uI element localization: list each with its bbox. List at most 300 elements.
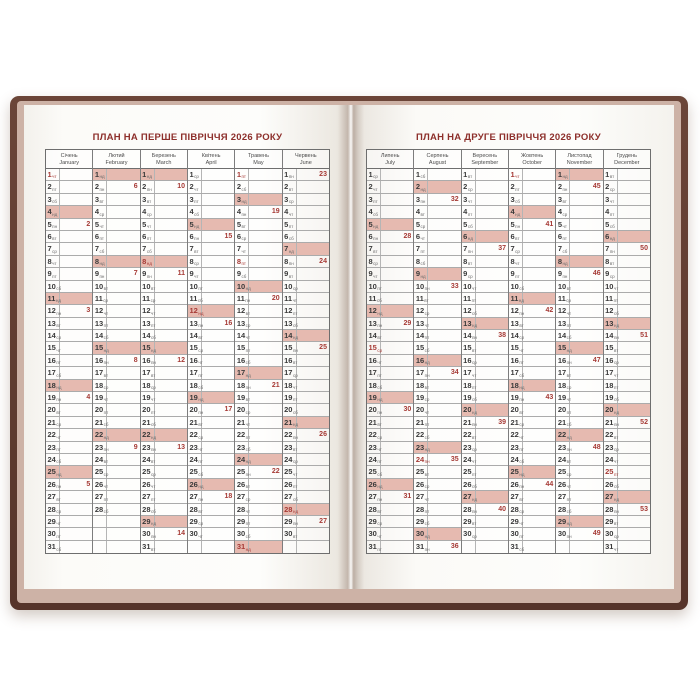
weekday-abbr: чт	[424, 323, 430, 329]
month-header-july	[367, 150, 413, 169]
weekday-abbr: нд	[292, 508, 299, 514]
day-number: 3	[463, 194, 468, 204]
day-number: 18	[47, 380, 56, 390]
day-cell-august-23	[414, 442, 460, 454]
month-column-june	[282, 150, 329, 553]
day-cell-september-4	[462, 206, 508, 218]
weekday-abbr: пн	[377, 409, 383, 415]
weekday-abbr: ср	[373, 261, 378, 267]
day-number-box	[509, 516, 523, 527]
day-number: 1	[605, 170, 610, 179]
day-number: 20	[368, 405, 377, 415]
day-number: 21	[142, 417, 151, 427]
day-cell-november-13	[556, 318, 602, 330]
day-number-box	[283, 318, 297, 329]
day-number-box	[141, 206, 155, 217]
day-number: 9	[510, 269, 515, 279]
day-cell-august-21	[414, 417, 460, 429]
day-number-box	[283, 305, 297, 316]
day-number: 26	[47, 479, 56, 489]
day-number-box	[235, 355, 249, 366]
day-number-box	[556, 466, 570, 477]
day-cell-march-3	[141, 194, 187, 206]
day-number-box	[46, 342, 60, 353]
day-number: 19	[368, 393, 377, 403]
day-number: 22	[368, 430, 377, 440]
day-number: 1	[47, 170, 52, 179]
day-number: 31	[142, 541, 151, 551]
day-cell-october-29	[509, 516, 555, 528]
weekday-abbr: пт	[52, 186, 57, 192]
week-number: 30	[403, 406, 412, 414]
day-number: 11	[94, 293, 103, 303]
day-number: 10	[142, 281, 151, 291]
day-number: 17	[47, 368, 56, 378]
day-cell-may-1	[235, 169, 281, 181]
weekday-abbr: ср	[472, 446, 477, 452]
day-number-box	[462, 355, 476, 366]
month-name-en: February	[105, 159, 128, 166]
day-cell-april-20	[188, 404, 234, 416]
day-cell-march-29	[141, 516, 187, 528]
week-number: 43	[545, 394, 554, 402]
day-number: 10	[605, 281, 614, 291]
weekday-abbr: пн	[99, 186, 105, 192]
day-cell-june-empty	[283, 541, 329, 553]
day-number-box	[46, 219, 60, 230]
day-cell-august-26	[414, 479, 460, 491]
day-number-box	[283, 342, 297, 353]
weekday-abbr: ср	[194, 174, 199, 180]
day-number-box	[235, 454, 249, 465]
day-number-box	[367, 466, 381, 477]
day-number: 29	[415, 516, 425, 526]
day-number-box	[604, 181, 618, 192]
weekday-abbr: ср	[609, 186, 615, 192]
day-number: 18	[510, 380, 519, 390]
day-number: 13	[236, 318, 246, 328]
month-column-december	[603, 150, 650, 553]
day-number-box	[509, 504, 523, 515]
day-number: 21	[284, 417, 293, 427]
day-number: 4	[236, 207, 241, 217]
day-number: 14	[557, 331, 567, 341]
day-number-box	[604, 380, 618, 391]
day-number: 16	[142, 355, 151, 365]
weekday-abbr: сб	[103, 508, 109, 514]
day-cell-february-16	[93, 355, 139, 367]
weekday-abbr: сб	[56, 547, 62, 553]
day-cell-december-20	[604, 404, 650, 416]
day-number-box	[604, 355, 618, 366]
day-number: 6	[284, 231, 289, 241]
weekday-abbr: ср	[52, 248, 57, 254]
day-cell-may-15	[235, 342, 281, 354]
weekday-abbr: сб	[151, 508, 156, 514]
day-cell-june-28	[283, 504, 329, 516]
day-number-box	[414, 491, 428, 502]
weekday-abbr: ср	[472, 360, 477, 366]
day-number: 3	[142, 194, 147, 204]
weekday-abbr: пн	[151, 360, 156, 366]
day-cell-october-23	[509, 442, 555, 454]
day-cell-november-20	[556, 404, 602, 416]
day-number: 6	[463, 231, 468, 241]
left-page	[24, 105, 352, 589]
day-cell-april-25	[188, 466, 234, 478]
day-number: 28	[94, 504, 104, 514]
day-number: 29	[605, 516, 614, 526]
day-cell-october-13	[509, 318, 555, 330]
day-number-box	[283, 206, 297, 217]
day-cell-may-21	[235, 417, 281, 429]
weekday-abbr: сб	[566, 508, 572, 514]
month-name-uk: Червень	[295, 152, 317, 159]
month-name-uk: Квітень	[201, 152, 221, 159]
day-cell-april-1	[188, 169, 234, 181]
day-cell-august-20	[414, 404, 460, 416]
day-number: 17	[605, 368, 614, 378]
day-number-box	[414, 404, 428, 415]
day-number-box	[283, 243, 297, 254]
day-number-box	[235, 194, 249, 205]
weekday-abbr: вт	[151, 285, 156, 291]
day-number: 8	[236, 256, 241, 266]
day-cell-august-5	[414, 219, 460, 231]
day-number-box	[93, 491, 107, 502]
day-number: 3	[94, 194, 99, 204]
day-number: 20	[189, 405, 198, 415]
day-number-box	[509, 268, 523, 279]
day-number-box	[414, 442, 428, 453]
day-number: 19	[415, 393, 425, 403]
day-cell-august-9	[414, 268, 460, 280]
weekday-abbr: пн	[198, 323, 204, 329]
day-number-box	[509, 281, 523, 292]
day-cell-october-8	[509, 256, 555, 268]
day-cell-december-16	[604, 355, 650, 367]
weekday-abbr: чт	[424, 409, 430, 415]
day-cell-march-15	[141, 342, 187, 354]
day-number-box	[462, 516, 476, 527]
day-number-box	[556, 219, 570, 230]
day-number-box	[414, 367, 428, 378]
day-number: 14	[94, 331, 104, 341]
weekday-abbr: ср	[151, 385, 156, 391]
weekday-abbr: нд	[566, 521, 572, 527]
day-number-box	[604, 231, 618, 242]
day-number-box	[93, 169, 107, 180]
day-number-box	[367, 479, 381, 490]
weekday-abbr: пн	[292, 521, 298, 527]
day-cell-november-29	[556, 516, 602, 528]
weekday-abbr: вт	[52, 236, 57, 242]
day-number-box	[188, 206, 202, 217]
day-cell-august-19	[414, 392, 460, 404]
day-cell-december-11	[604, 293, 650, 305]
day-number: 14	[142, 331, 151, 341]
day-number: 20	[142, 405, 151, 415]
weekday-abbr: чт	[103, 397, 109, 403]
week-number: 44	[545, 480, 554, 488]
day-number-box	[283, 442, 297, 453]
day-number-box	[93, 243, 107, 254]
weekday-abbr: ср	[245, 323, 251, 329]
day-number-box	[509, 293, 523, 304]
month-column-january	[46, 150, 92, 553]
day-number-box	[367, 219, 381, 230]
day-cell-october-26	[509, 479, 555, 491]
day-cell-october-11	[509, 293, 555, 305]
day-number-box	[46, 169, 60, 180]
day-number-box	[367, 491, 381, 502]
day-cell-june-24	[283, 454, 329, 466]
day-number-box	[604, 318, 618, 329]
day-number-box	[141, 355, 155, 366]
weekday-abbr: чт	[151, 484, 156, 490]
weekday-abbr: пн	[56, 397, 62, 403]
weekday-abbr: нд	[566, 434, 572, 440]
day-cell-september-22	[462, 429, 508, 441]
day-number: 17	[94, 368, 104, 378]
day-number: 20	[605, 405, 614, 415]
day-cell-april-14	[188, 330, 234, 342]
day-cell-may-12	[235, 305, 281, 317]
day-number-box	[604, 442, 618, 453]
calendar-table-first-half	[45, 149, 330, 554]
day-cell-december-22	[604, 429, 650, 441]
day-cell-july-11	[367, 293, 413, 305]
day-cell-june-22	[283, 429, 329, 441]
weekday-abbr: сб	[103, 335, 109, 341]
day-number-box	[604, 479, 618, 490]
day-number-box	[604, 528, 618, 539]
weekday-abbr: ср	[292, 459, 298, 465]
day-number: 30	[368, 529, 377, 539]
weekday-abbr: вт	[377, 508, 382, 514]
weekday-abbr: сб	[424, 521, 430, 527]
day-number: 19	[236, 393, 246, 403]
day-number: 8	[142, 256, 147, 266]
day-number: 21	[189, 417, 198, 427]
day-number: 23	[142, 442, 151, 452]
day-cell-december-12	[604, 305, 650, 317]
weekday-abbr: вт	[245, 310, 251, 316]
day-cell-january-4	[46, 206, 92, 218]
day-number-box	[462, 194, 476, 205]
day-number: 2	[510, 182, 515, 192]
day-number-box	[283, 541, 297, 553]
weekday-abbr: вт	[56, 496, 61, 502]
day-number: 13	[605, 318, 614, 328]
day-number: 15	[47, 343, 56, 353]
weekday-abbr: нд	[472, 496, 478, 502]
day-number-box	[556, 194, 570, 205]
day-number-box	[141, 243, 155, 254]
day-number: 3	[368, 194, 373, 204]
weekday-abbr: пт	[467, 211, 473, 217]
day-cell-june-25	[283, 466, 329, 478]
day-number-box	[367, 429, 381, 440]
weekday-abbr: сб	[472, 484, 477, 490]
weekday-abbr: пт	[420, 248, 425, 254]
weekday-abbr: вт	[566, 285, 572, 291]
weekday-abbr: нд	[613, 409, 620, 415]
month-name-en: July	[385, 159, 396, 166]
day-number-box	[93, 392, 107, 403]
day-number: 30	[189, 529, 198, 539]
weekday-abbr: ср	[288, 199, 294, 205]
weekday-abbr: пт	[613, 298, 619, 304]
weekday-abbr: сб	[566, 335, 572, 341]
day-number: 9	[189, 269, 194, 279]
weekday-abbr: сб	[519, 547, 525, 553]
day-cell-february-12	[93, 305, 139, 317]
day-cell-march-20	[141, 404, 187, 416]
day-number: 14	[415, 331, 425, 341]
day-number: 27	[47, 492, 56, 502]
day-cell-november-25	[556, 466, 602, 478]
weekday-abbr: нд	[518, 298, 525, 304]
weekday-abbr: чт	[472, 459, 477, 465]
week-number: 26	[319, 431, 327, 439]
month-name-en: August	[428, 159, 447, 166]
day-number-box	[367, 367, 381, 378]
day-number: 15	[284, 343, 293, 353]
day-number-box	[509, 466, 523, 477]
day-cell-june-14	[283, 330, 329, 342]
day-number: 5	[463, 219, 468, 229]
day-number-box	[604, 454, 618, 465]
weekday-abbr: пн	[515, 223, 521, 229]
day-number-box	[367, 243, 381, 254]
day-number: 15	[236, 343, 246, 353]
weekday-abbr: пн	[103, 360, 109, 366]
weekday-abbr: ср	[56, 335, 62, 341]
day-cell-january-24	[46, 454, 92, 466]
day-cell-august-28	[414, 504, 460, 516]
day-cell-august-22	[414, 429, 460, 441]
day-number-box	[141, 342, 155, 353]
day-number-box	[367, 355, 381, 366]
weekday-abbr: пн	[519, 397, 525, 403]
weekday-abbr: чт	[52, 261, 57, 267]
day-cell-june-3	[283, 194, 329, 206]
day-number: 18	[189, 380, 198, 390]
week-number: 18	[224, 493, 233, 501]
weekday-abbr: вт	[56, 323, 61, 329]
day-number-box	[93, 479, 107, 490]
weekday-abbr: пт	[198, 285, 203, 291]
weekday-abbr: пт	[377, 372, 382, 378]
weekday-abbr: сб	[194, 211, 199, 217]
day-number-box	[46, 528, 60, 539]
week-number: 5	[86, 480, 91, 488]
day-cell-november-18	[556, 380, 602, 392]
day-number: 22	[557, 430, 567, 440]
day-number-box	[93, 231, 107, 242]
day-number-box	[509, 243, 523, 254]
day-number: 28	[284, 504, 293, 514]
week-number: 12	[177, 356, 185, 364]
weekday-abbr: чт	[566, 484, 572, 490]
day-number-box	[604, 243, 618, 254]
day-cell-june-27	[283, 491, 329, 503]
day-cell-december-30	[604, 528, 650, 540]
week-number: 10	[177, 183, 185, 191]
day-number-box	[235, 528, 249, 539]
weekday-abbr: сб	[562, 248, 568, 254]
weekday-abbr: пт	[292, 484, 298, 490]
weekday-abbr: нд	[519, 471, 525, 477]
day-number-box	[235, 417, 249, 428]
day-number: 25	[415, 467, 425, 477]
day-number-box	[556, 169, 570, 180]
day-number-box	[556, 355, 570, 366]
day-number: 15	[463, 343, 472, 353]
weekday-abbr: нд	[292, 335, 299, 341]
day-number-box	[93, 367, 107, 378]
day-number-box	[509, 479, 523, 490]
day-cell-march-30	[141, 528, 187, 540]
weekday-abbr: пт	[472, 385, 477, 391]
day-number-box	[367, 392, 381, 403]
day-number: 24	[284, 454, 293, 464]
day-number: 26	[463, 479, 472, 489]
day-number-box	[283, 429, 297, 440]
day-cell-april-21	[188, 417, 234, 429]
day-number-box	[93, 318, 107, 329]
day-number: 6	[605, 231, 610, 241]
weekday-abbr: пн	[377, 323, 383, 329]
day-cell-december-19	[604, 392, 650, 404]
weekday-abbr: сб	[245, 360, 251, 366]
day-number-box	[414, 330, 428, 341]
day-number: 12	[368, 306, 377, 316]
day-number: 28	[463, 504, 472, 514]
day-number: 11	[236, 293, 245, 303]
weekday-abbr: сб	[467, 223, 473, 229]
day-number-box	[604, 504, 618, 515]
day-number-box	[462, 479, 476, 490]
day-number-box	[462, 268, 476, 279]
day-number: 21	[463, 417, 472, 427]
day-number-box	[141, 380, 155, 391]
day-number: 9	[463, 269, 468, 279]
weekday-abbr: пн	[245, 298, 251, 304]
day-cell-august-4	[414, 206, 460, 218]
day-cell-june-16	[283, 355, 329, 367]
day-number: 28	[605, 504, 614, 514]
weekday-abbr: ср	[566, 385, 572, 391]
weekday-abbr: нд	[245, 285, 251, 291]
day-number-box	[414, 429, 428, 440]
weekday-abbr: ср	[566, 298, 572, 304]
day-number: 12	[142, 306, 151, 316]
weekday-abbr: пн	[245, 471, 251, 477]
day-number-box	[235, 293, 249, 304]
day-number: 17	[415, 368, 425, 378]
week-number: 8	[133, 356, 138, 364]
weekday-abbr: ср	[150, 298, 156, 304]
day-number-box	[556, 541, 570, 553]
weekday-abbr: ср	[194, 261, 199, 267]
day-number-box	[93, 181, 107, 192]
day-number: 21	[557, 417, 567, 427]
day-number-box	[235, 404, 249, 415]
weekday-abbr: пн	[198, 409, 204, 415]
day-number-box	[188, 466, 202, 477]
